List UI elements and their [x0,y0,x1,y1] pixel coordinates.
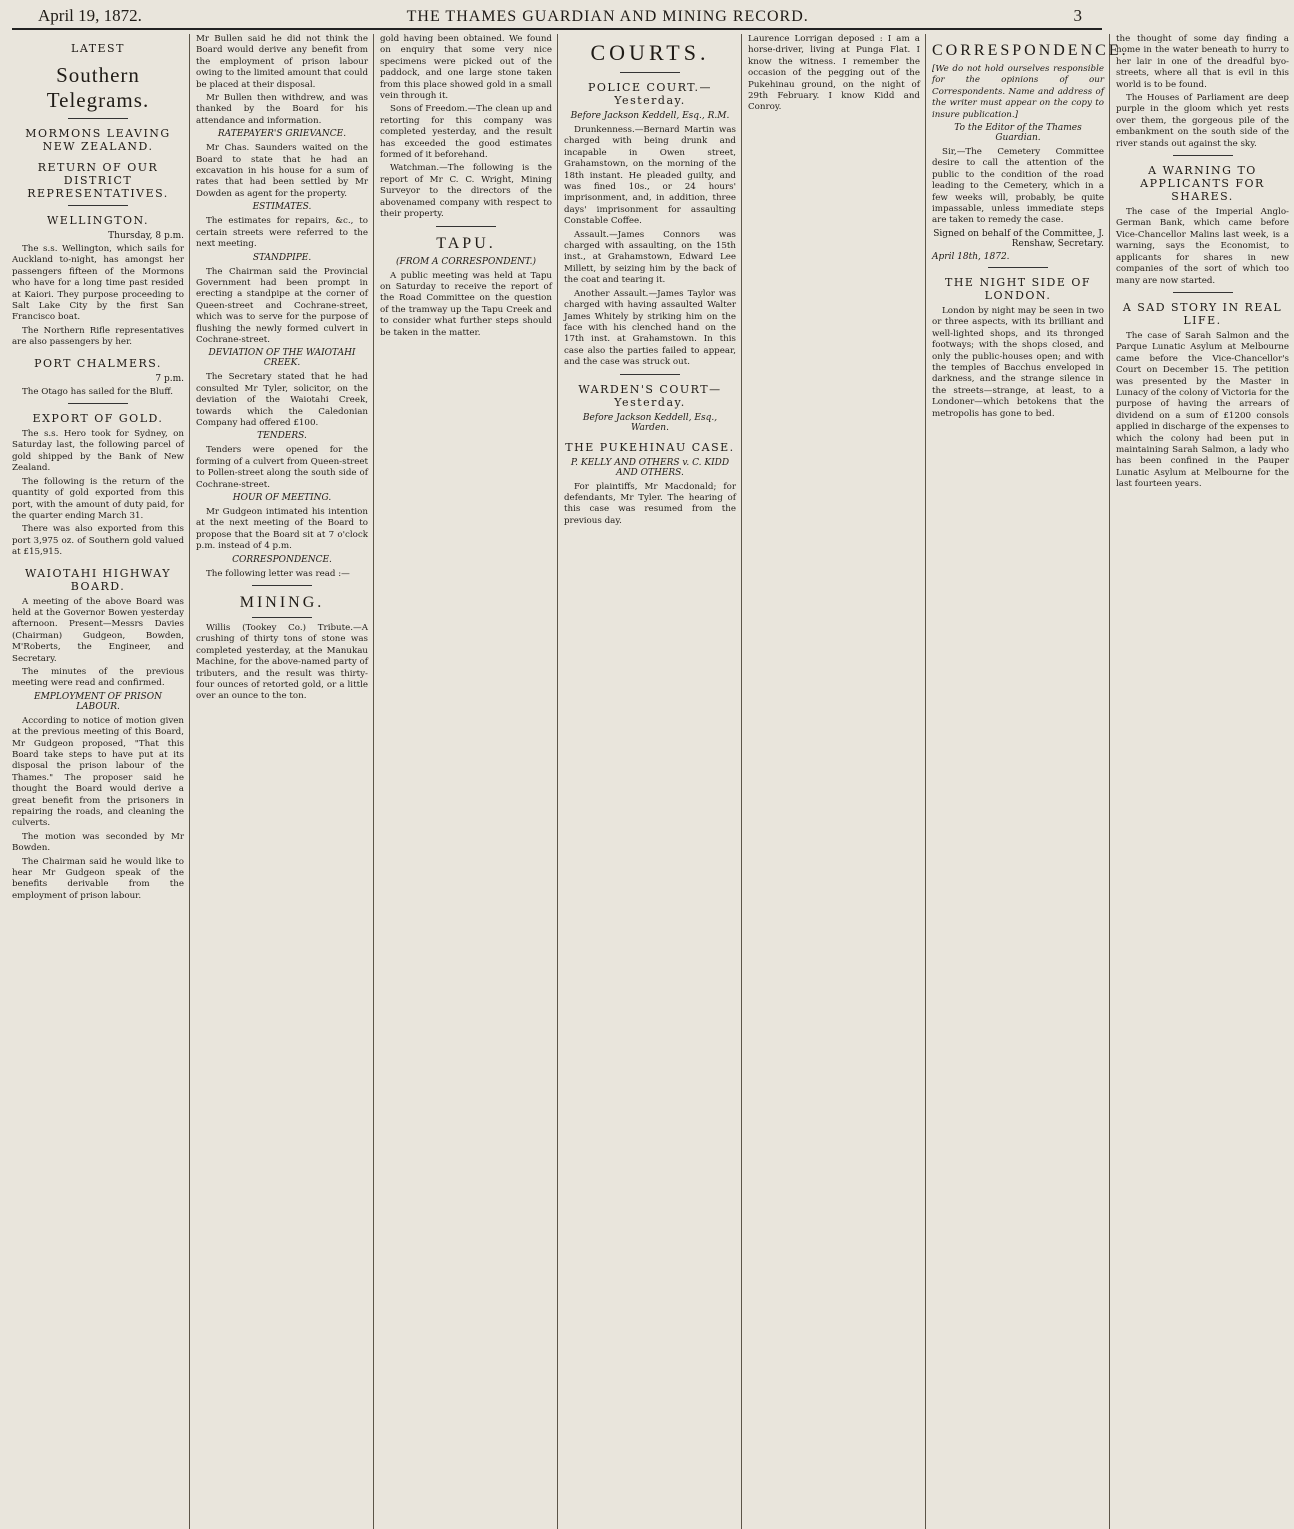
police-court-magistrate: Before Jackson Keddell, Esq., R.M. [570,111,730,121]
wardens-court-heading: WARDEN'S COURT—Yesterday. [578,382,722,409]
editor-note: [We do not hold ourselves responsible for the opinions of our Correspondents. Name and address of the writer must appear on the copy to insure publication.] [932,64,1104,120]
correspondence-subheading: CORRESPONDENCE. [232,554,332,565]
courts-heading: COURTS. [590,40,710,65]
article-paragraph: According to notice of motion given at the previous meeting of this Board, Mr Gudgeon proposed, "That this Board take steps to have put at its disposal the prison labour of the Thames." The proposer said he thought the Board would derive a great benefit from the prisoners in repairing the roads, and cleaning the culverts. [12,715,184,829]
column-1 [12,34,190,1529]
article-paragraph: A public meeting was held at Tapu on Saturday to receive the report of the Road Committee on the question of the tramway up the Tapu Creek and to consider what further steps should be taken in the matter. [380,270,552,338]
wellington-dateline: Thursday, 8 p.m. [108,231,184,241]
export-of-gold-heading: EXPORT OF GOLD. [32,412,164,426]
letter-signature: Signed on behalf of the Committee, J. Renshaw, Secretary. [933,228,1104,249]
tapu-byline: (FROM A CORRESPONDENT.) [396,256,536,267]
article-paragraph: Laurence Lorrigan deposed : I am a horse-driver, living at Punga Flat. I know the witness. I remember the occasion of the pegging out of the Pukehinau ground, on the night of 29th February. I know Kidd and Conroy. [748,34,920,113]
editor-address: To the Editor of the Thames Guardian. [954,123,1082,144]
issue-date: April 19, 1872. [38,6,142,25]
column-3 [380,34,558,1529]
ratepayer-subheading: RATEPAYER'S GRIEVANCE. [217,129,347,140]
case-parties: P. KELLY AND OTHERS v. C. KIDD AND OTHERS. [570,457,730,478]
article-paragraph: The following is the return of the quantity of gold exported from this port, with the amount of duty paid, for the quarter ending March 31. [12,476,184,521]
article-paragraph: the thought of some day finding a home in the water beneath to hurry to her lair in one of the dreadful byo-streets, where all that is evil in this world is to be found. [1116,34,1289,90]
article-paragraph: The estimates for repairs, &c., to certain streets were referred to the next meeting. [196,216,368,250]
article-paragraph: The case of Sarah Salmon and the Parque Lunatic Asylum at Melbourne came before the Vice-Chancellor's Court on December 15. The petition was presented by the Master in Lunacy of the colony of Victoria for the purpose of having the arrears of dividend on a sum of £1200 consols applied in discharge of the expenses to which the colony had been put in maintaining Sarah Salmon, a lady who has been confined in the Pauper Lunatic Asylum at Melbourne for the last fourteen years. [1116,330,1289,490]
letter-date: April 18th, 1872. [932,251,1010,262]
mining-heading: MINING. [239,594,325,612]
southern-telegrams-heading: Southern Telegrams. [46,63,150,112]
wardens-court-magistrate: Before Jackson Keddell, Esq., Warden. [582,412,718,433]
latest-kicker: LATEST [71,42,125,55]
warning-applicants-heading: A WARNING TO APPLICANTS FOR SHARES. [1140,164,1265,204]
mormons-heading: MORMONS LEAVING NEW ZEALAND. [25,127,171,153]
article-paragraph: The s.s. Wellington, which sails for Auckland to-night, has amongst her passengers fifteen of the Mormons who have for a long time past resided at Kaiori. They purpose proceeding to Salt Lake City by the first San Francisco boat. [12,244,184,323]
column-grid [12,34,1289,1529]
article-paragraph: Willis (Tookey Co.) Tribute.—A crushing of thirty tons of stone was completed yesterday, at the Manukau Machine, for the above-named party of tributers, and the result was thirty-four ounces of retorted gold, or a little over an ounce to the ton. [196,623,368,702]
representatives-heading: RETURN OF OUR DISTRICT REPRESENTATIVES. [27,161,169,200]
article-paragraph: The Houses of Parliament are deep purple in the gloom which yet rests over them, the gorgeous pile of the embankment on the south side of the river stands out against the sky. [1116,93,1289,149]
port-chalmers-dateline: 7 p.m. [155,373,184,384]
article-paragraph: The case of the Imperial Anglo-German Bank, which came before Vice-Chancellor Malins last week, is a warning, says the Economist, to applicants for shares in new companies of the sort of which too many are now started. [1116,207,1289,286]
article-paragraph: The following letter was read :— [206,568,350,579]
column-2 [196,34,374,1529]
article-paragraph: Assault.—James Connors was charged with assaulting, on the 15th inst., at Grahamstown, Edward Lee Millett, by seizing him by the back of the coat and tearing it. [564,229,736,286]
article-paragraph: The Northern Rifle representatives are also passengers by her. [12,325,184,348]
tenders-subheading: TENDERS. [257,431,307,442]
article-paragraph: The Otago has sailed for the Bluff. [22,386,174,397]
column-4 [564,34,742,1529]
article-paragraph: Tenders were opened for the forming of a culvert from Queen-street to Pollen-street along the south side of Cochrane-street. [196,445,368,490]
column-7 [1116,34,1294,1529]
night-side-heading: THE NIGHT SIDE OF LONDON. [944,275,1092,302]
article-paragraph: Another Assault.—James Taylor was charged with having assaulted Walter James Whitely by striking him on the face with his clenched hand on the 17th inst. at Grahamstown. In this case also the parties failed to appear, and the case was struck out. [564,288,736,368]
wellington-heading: WELLINGTON. [47,214,149,227]
tapu-heading: TAPU. [436,234,496,252]
page-number: 3 [1073,6,1082,25]
article-paragraph: The Secretary stated that he had consulted Mr Tyler, solicitor, on the deviation of the Waiotahi Creek, towards which the Caledonian Company had offered £100. [196,372,368,428]
article-paragraph: Mr Bullen said he did not think the Board would derive any benefit from the employment of prison labour owing to the limited amount that could be placed at their disposal. [196,34,369,90]
article-paragraph: A meeting of the above Board was held at the Governor Bowen yesterday afternoon. Present—Messrs Davies (Chairman) Gudgeon, Bowden, M'Roberts, the Engineer, and Secretary. [12,596,184,664]
masthead [12,6,1102,30]
port-chalmers-heading: PORT CHALMERS. [34,356,162,370]
article-paragraph: The Chairman said he would like to hear Mr Gudgeon speak of the benefits derivable from the employment of prison labour. [12,856,184,901]
deviation-subheading: DEVIATION OF THE WAIOTAHI CREEK. [208,348,356,369]
article-paragraph: There was also exported from this port 3,975 oz. of Southern gold valued at £15,915. [12,524,184,558]
article-paragraph: Mr Gudgeon intimated his intention at the next meeting of the Board to propose that the Board sit at 7 o'clock p.m. instead of 4 p.m. [196,507,368,552]
article-paragraph: The motion was seconded by Mr Bowden. [12,831,184,854]
article-paragraph: London by night may be seen in two or three aspects, with its brilliant and well-lighted shops, and its thronged footways; with the shops closed, and only the public-houses open; and with the temples of Bacchus enveloped in darkness, and the strange silence in the streets—strange, at least, to a Londoner—which betokens that the metropolis has gone to bed. [932,305,1104,419]
article-paragraph: Sons of Freedom.—The clean up and retorting for this company was completed yesterday, and the result has exceeded the good estimates formed of it beforehand. [380,104,553,161]
article-paragraph: Mr Chas. Saunders waited on the Board to state that he had an excavation in his house for a sum of rates that had been settled by Mr Dowden as agent for the property. [196,143,368,199]
article-paragraph: Sir,—The Cemetery Committee desire to call the attention of the public to the condition of the road leading to the Cemetery, which in a few weeks will, probably, be quite impassable, unless immediate steps are taken to remedy the case. [932,147,1104,226]
hour-of-meeting-subheading: HOUR OF MEETING. [232,493,332,503]
estimates-subheading: ESTIMATES. [252,202,312,213]
standpipe-subheading: STANDPIPE. [252,252,312,263]
article-paragraph: Mr Bullen then withdrew, and was thanked by the Board for his attendance and information. [196,93,368,126]
article-paragraph: The Chairman said the Provincial Government had been prompt in erecting a standpipe at the corner of Queen-street and Cochrane-street, which was to serve for the purpose of flushing the newly formed culvert in Cochrane-street. [196,266,368,345]
article-paragraph: The minutes of the previous meeting were read and confirmed. [12,666,184,689]
sad-story-heading: A SAD STORY IN REAL LIFE. [1122,300,1283,327]
police-court-heading: POLICE COURT.—Yesterday. [587,81,713,107]
newspaper-title: THE THAMES GUARDIAN AND MINING RECORD. [406,8,809,25]
column-6 [932,34,1129,1529]
article-paragraph: Watchman.—The following is the report of Mr C. C. Wright, Mining Surveyor to the directors of the abovenamed company with respect to their property. [380,163,552,220]
prison-labour-subheading: EMPLOYMENT OF PRISON LABOUR. [34,691,162,712]
waiotahi-board-heading: WAIOTAHI HIGHWAY BOARD. [24,566,171,593]
column-5 [748,34,926,1529]
article-paragraph: Drunkenness.—Bernard Martin was charged with being drunk and incapable in Owen street, Grahamstown, on the morning of the 18th instant. He pleaded guilty, and was fined 10s., or 24 hours' imprisonment, and, in addition, three days' imprisonment for assaulting Constable Coffee. [564,125,736,227]
correspondence-heading: CORRESPONDENCE. [932,42,1129,59]
article-paragraph: For plaintiffs, Mr Macdonald; for defendants, Mr Tyler. The hearing of this case was resumed from the previous day. [564,481,736,526]
article-paragraph: The s.s. Hero took for Sydney, on Saturday last, the following parcel of gold shipped by the Bank of New Zealand. [12,429,184,474]
pukehinau-case-heading: THE PUKEHINAU CASE. [565,440,735,454]
article-paragraph: gold having been obtained. We found on enquiry that some very nice specimens were picked out of the paddock, and one large stone taken from this place showed gold in a small vein through it. [380,34,552,102]
